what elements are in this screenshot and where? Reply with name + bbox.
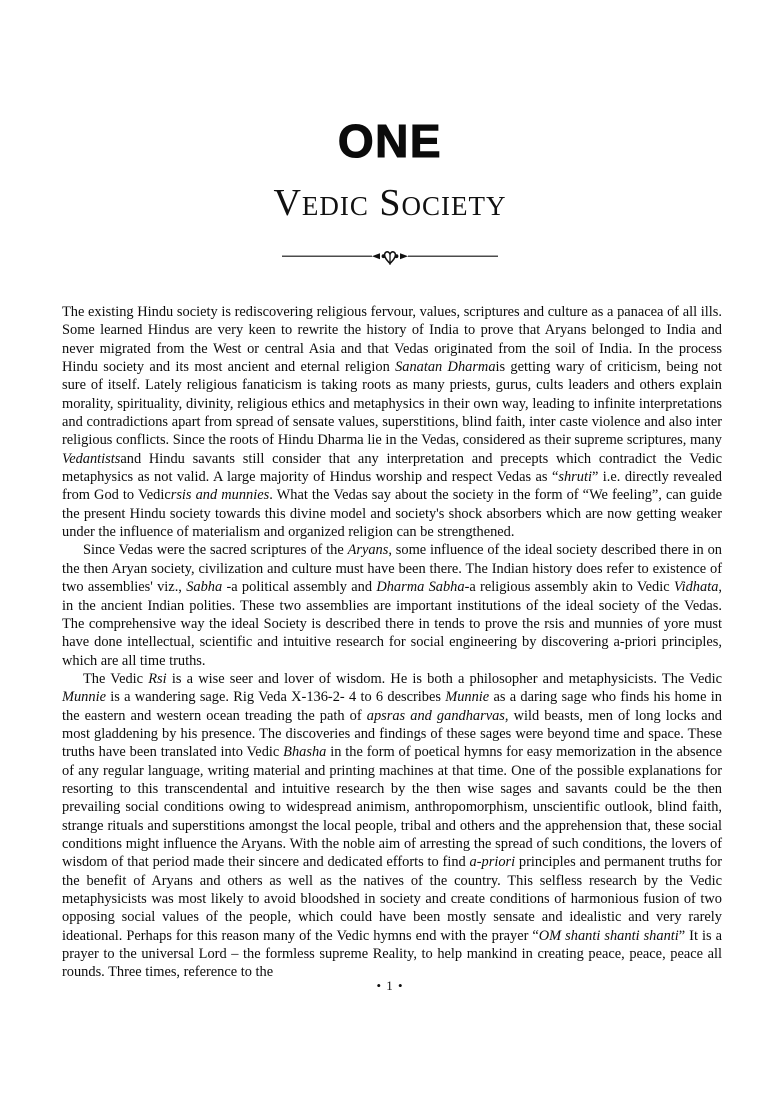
text-run: is a wandering sage. Rig Veda X-136-2- 4 to 6 describes (105, 689, 446, 706)
emphasis-text: Vidhata (673, 579, 719, 596)
text-run: , some influence of the ideal society described there in on the then Aryan society, civilization and culture must have been there. The Indian history does refer to existence of two assemblies' viz., (62, 542, 722, 596)
emphasis-text: Munnie (62, 689, 106, 706)
ornament-divider (0, 243, 780, 269)
paragraph (62, 303, 722, 541)
text-run: as a daring sage who finds his home in the eastern and western ocean treading the path of (62, 689, 722, 724)
text-run: and Hindu savants still consider that any interpretation and precepts which contradict the Vedic metaphysics as not valid. A large majority of Hindus worship and respect Vedas as “ (62, 450, 722, 486)
emphasis-text: Vedantists (62, 450, 121, 467)
text-run: The existing Hindu society is rediscovering religious fervour, values, scriptures and culture as a panacea of all ills. Some learned Hindus are very keen to rewrite the history of India to prove that Aryans belonged to India and never migrated from the West or central Asia and that Vedas originated from the soil of India. In the process Hindu society and its most ancient and eternal religion (62, 304, 722, 376)
chapter-title: Vedic Society (273, 182, 507, 224)
text-run: principles and permanent truths for the benefit of Aryans and others as well as the natives of the country. This selfless research by the Vedic metaphysicists was most likely to avoid bloodshed in society and create conditions of harmonious fusion of two opposing social values of the people, which could have been mostly sensate and idealistic and very rarely ideational. Perhaps for this reason many of the Vedic hymns end with the prayer “ (62, 854, 722, 944)
emphasis-text: Dharma Sabha (376, 579, 465, 596)
chapter-heading (0, 115, 780, 224)
paragraph (62, 670, 722, 982)
text-run: -a political assembly and (222, 579, 377, 596)
emphasis-text: Sabha (186, 579, 223, 596)
text-run: , in the ancient Indian polities. These two assemblies are important institutions of the ideal society of the Vedas. The comprehensive way the ideal Society is described there in tends to prove the rsis and munnies of yore must have done intellectual, scientific and intuitive research for social engineering by discovering a-priori principles, which are all time truths. (62, 579, 722, 669)
heart-flourish-divider-icon (280, 244, 500, 268)
emphasis-text: OM shanti shanti shanti (538, 927, 679, 944)
emphasis-text: Munnie (445, 689, 490, 706)
text-run: in the form of poetical hymns for easy memorization in the absence of any regular language, writing material and printing machines at that time. One of the possible explanations for resorting to this transcendental and intuitive research by the then wise sages and savants could be the then prevailing social conditions owing to widespread animism, anthropomorphism, unscientific outlook, blind faith, strange rituals and superstitions amongst the local people, tribal and others and the apprehension that, these social conditions might influence the Aryans. With the noble aim of arresting the spread of such conditions, the lovers of wisdom of that period made their sincere and dedicated efforts to find (62, 744, 723, 871)
emphasis-text: Sanatan Dharma (395, 359, 496, 376)
text-run: ” i.e. directly revealed from God to Vedic (62, 469, 722, 504)
text-run: ” It is a prayer to the universal Lord – the formless supreme Reality, to help mankind in creating peace, peace, peace all rounds. Three times, reference to the (62, 927, 722, 981)
text-run: Since Vedas were the sacred scriptures of the (83, 542, 348, 559)
body-text (62, 303, 722, 982)
emphasis-text: Bhasha (283, 744, 327, 761)
text-run: , wild beasts, men of long locks and most gladdening by his presence. The discoveries and findings of these sages were beyond time and space. These truths have been translated into Vedic (62, 707, 722, 761)
emphasis-text: shruti (558, 469, 592, 486)
emphasis-text: a-priori (469, 854, 516, 871)
emphasis-text: rsis and munnies (170, 487, 270, 504)
page-number: • 1 • (376, 978, 404, 993)
text-run: is a wise seer and lover of wisdom. He is both a philosopher and metaphysicists. The Vedic (166, 670, 722, 687)
text-run: . What the Vedas say about the society in the form of “We feeling”, can guide the present Hindu society towards this divine model and society's shock absorbers which are now getting weaker under the influence of materialism and organized religion can be strengthened. (62, 487, 723, 541)
paragraph (62, 541, 722, 669)
text-run: -a religious assembly akin to Vedic (464, 579, 674, 596)
emphasis-text: Rsi (148, 670, 167, 687)
chapter-number: ONE (337, 115, 443, 167)
emphasis-text: Aryans (347, 542, 389, 559)
text-run: is getting wary of criticism, being not sure of itself. Lately religious fanaticism is taking roots as many priests, gurus, cults leaders and others explain morality, spirituality, divinity, religious ethics and metaphysics in their own way, leading to infinite interpretations and contradictions apart from spread of sensate values, superstitions, blind faith, inter caste violence and also inter religious conflicts. Since the roots of Hindu Dharma lie in the Vedas, considered as their supreme scriptures, many (62, 359, 722, 449)
emphasis-text: apsras and gandharvas (366, 707, 505, 724)
text-run: The Vedic (83, 670, 149, 687)
